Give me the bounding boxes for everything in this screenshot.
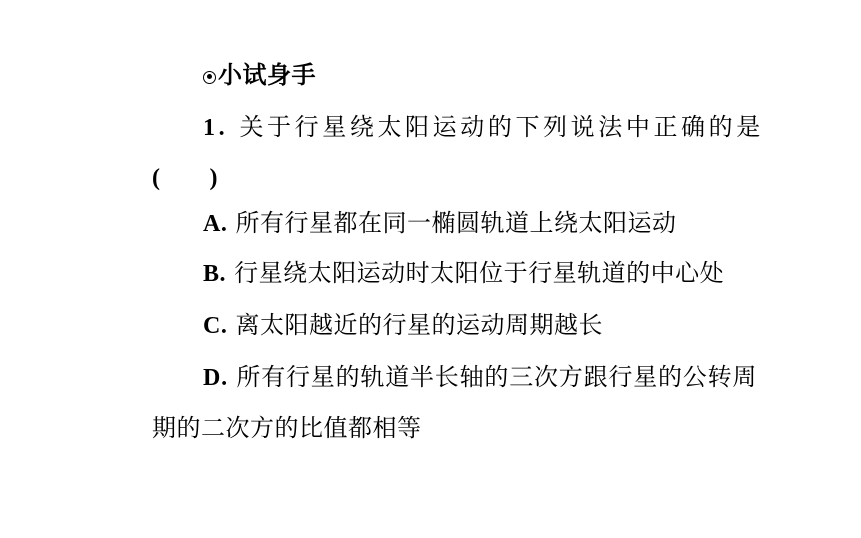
question-number-separator: . bbox=[218, 115, 229, 141]
answer-blank: ( ) bbox=[152, 165, 218, 191]
option-letter: A bbox=[203, 211, 221, 237]
option-b: B. 行星绕太阳运动时太阳位于行星轨道的中心处 bbox=[203, 259, 725, 287]
option-letter: B bbox=[203, 261, 220, 287]
option-text-line1: 所有行星的轨道半长轴的三次方跟行星的公转周 bbox=[236, 363, 758, 391]
question-text: 关于行星绕太阳运动的下列说法中正确的是 bbox=[239, 113, 764, 141]
option-d-continuation bbox=[152, 413, 422, 443]
option-letter: C bbox=[203, 313, 221, 339]
section-title: 小试身手 bbox=[218, 60, 316, 89]
option-c: C. 离太阳越近的行星的运动周期越长 bbox=[203, 311, 603, 339]
option-text: 离太阳越近的行星的运动周期越长 bbox=[235, 311, 603, 339]
question-number: 1 bbox=[203, 115, 219, 141]
option-a: A. 所有行星都在同一椭圆轨道上绕太阳运动 bbox=[203, 209, 677, 237]
option-letter: D bbox=[203, 365, 222, 391]
question-stem bbox=[203, 112, 764, 143]
option-text: 所有行星都在同一椭圆轨道上绕太阳运动 bbox=[235, 209, 677, 237]
option-text: 行星绕太阳运动时太阳位于行星轨道的中心处 bbox=[234, 259, 725, 287]
option-d: D. 所有行星的轨道半长轴的三次方跟行星的公转周 bbox=[203, 363, 758, 391]
section-heading bbox=[203, 60, 316, 90]
option-text-line2: 期的二次方的比值都相等 bbox=[152, 414, 422, 442]
circle-dot-icon bbox=[203, 71, 216, 84]
